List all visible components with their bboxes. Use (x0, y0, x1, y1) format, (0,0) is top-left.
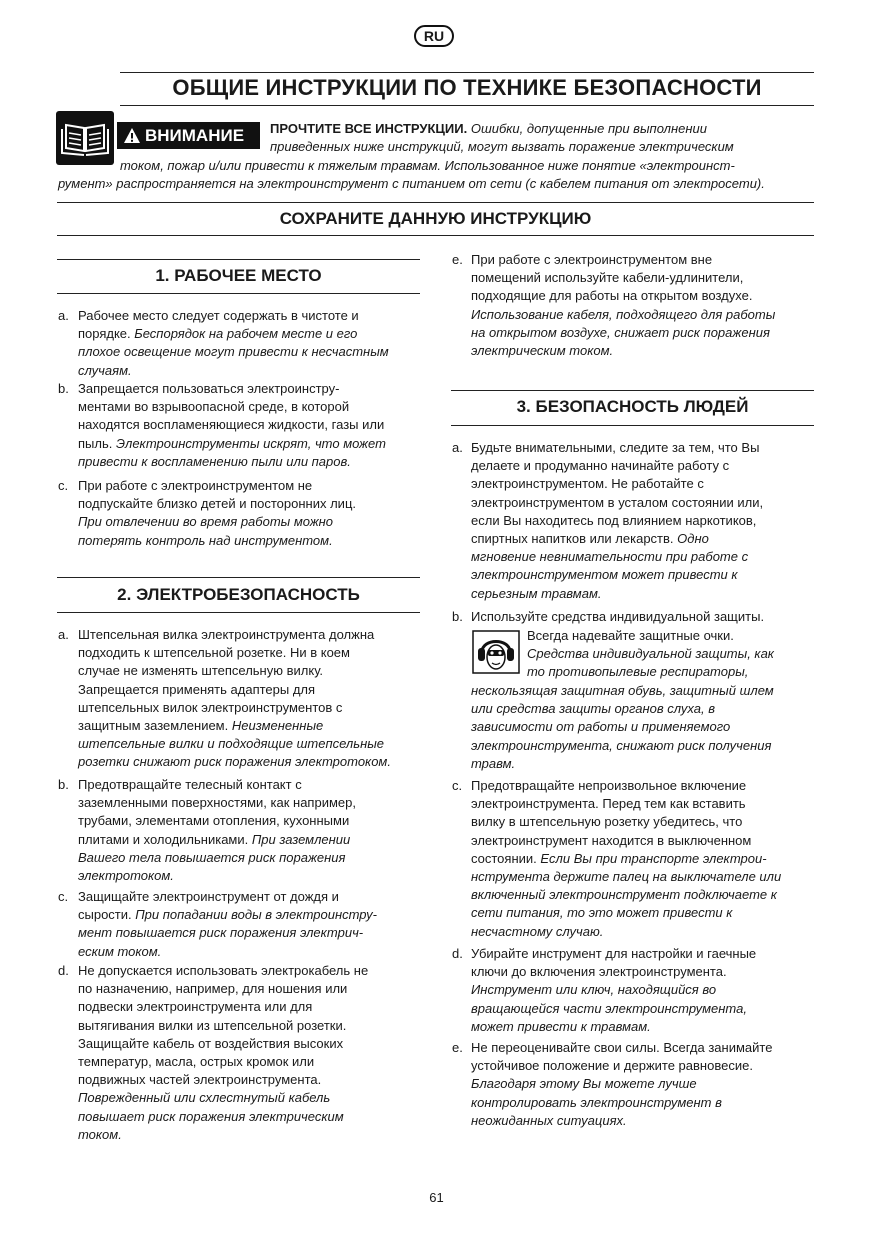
text-line (471, 981, 716, 999)
text-line (78, 1089, 330, 1107)
consequence-text: Использование кабеля, подходящего для работы (471, 306, 776, 322)
text-line (471, 904, 732, 922)
text-line (471, 923, 603, 941)
warning-line-2 (270, 138, 734, 156)
text-line (78, 626, 374, 644)
instruction-text: подходящие для работы на открытом воздухе. (471, 288, 753, 304)
text-line (78, 943, 161, 961)
s2-top-rule (57, 577, 420, 578)
text-line (471, 682, 774, 700)
instruction-text: Предотвращайте телесный контакт с (78, 777, 302, 792)
warning-lead: ПРОЧТИТЕ ВСЕ ИНСТРУКЦИИ. (270, 121, 468, 136)
text-line (78, 325, 357, 343)
consequence-text: Беспорядок на рабочем месте и его (134, 326, 358, 342)
text-line (471, 566, 738, 584)
instruction-text: защитным заземлением. (78, 718, 232, 733)
list-marker: b. (58, 381, 69, 396)
s1-top-rule (57, 259, 420, 260)
title-top-rule (120, 72, 814, 73)
consequence-text: электрическим током. (471, 343, 614, 358)
instruction-text: Убирайте инструмент для настройки и гаечные (471, 946, 757, 961)
instruction-text: плитами и холодильниками. (78, 831, 252, 847)
consequence-text: еским током. (78, 943, 162, 959)
list-marker: c. (58, 889, 69, 904)
warning-text-2: приведенных ниже инструкций, могут вызвать поражение электрическим (270, 139, 734, 154)
text-line (78, 307, 359, 325)
instruction-text: подходить к штепсельной розетке. Ни в коем (78, 645, 350, 661)
instruction-text: штепсельных вилок электроинструментов с (78, 699, 343, 715)
text-line (471, 1057, 753, 1075)
text-line (471, 287, 752, 305)
instruction-text: При работе с электроинструментом не (78, 478, 313, 493)
text-line (78, 1126, 122, 1144)
instruction-text: подвижных частей электроинструмента. (78, 1072, 322, 1088)
instruction-text: Рабочее место следует содержать в чистоте и (78, 308, 359, 323)
save-bottom-rule (57, 235, 814, 236)
text-line (78, 776, 302, 794)
text-line (471, 324, 770, 342)
text-line (78, 681, 315, 699)
consequence-text: нескользящая защитная обувь, защитный шлем (471, 683, 774, 698)
consequence-text: электроинструментом может привести к (471, 567, 738, 583)
section-3-title: 3. БЕЗОПАСНОСТЬ ЛЮДЕЙ (516, 397, 749, 416)
instruction-text: электроинструментом. Не работайте с (471, 476, 704, 492)
warning-label: ВНИМАНИЕ (145, 126, 245, 145)
instruction-text: состоянии. (471, 850, 541, 866)
consequence-text: При отвлечении во время работы можно (78, 514, 334, 530)
consequence-text: Поврежденный или схлестнутый кабель (78, 1090, 331, 1106)
text-line (471, 439, 759, 457)
instruction-text: Не переоценивайте свои силы. Всегда занимайте (471, 1040, 773, 1055)
instruction-text: Не допускается использовать электрокабель не (78, 963, 369, 978)
text-line (78, 812, 349, 830)
instruction-text: пыль. (78, 435, 116, 451)
text-line (471, 1094, 722, 1112)
text-line (78, 532, 333, 550)
text-line (471, 494, 763, 512)
text-line (78, 662, 323, 680)
consequence-text: мгновение невнимательности при работе с (471, 549, 749, 565)
text-line (471, 1018, 651, 1036)
instruction-text: случае не изменять штепсельную вилку. (78, 663, 324, 679)
consequence-text: Инструмент или ключ, находящийся во (471, 982, 717, 998)
text-line (471, 475, 704, 493)
consequence-text: повышает риск поражения электрическим (78, 1108, 344, 1124)
consequence-text: Если Вы при транспорте электрои- (540, 850, 767, 866)
consequence-text: на открытом воздухе, снижает риск поражения (471, 324, 770, 340)
list-marker: b. (452, 609, 463, 624)
text-line (471, 1039, 772, 1057)
consequence-text: сети питания, то это может привести к (471, 905, 733, 921)
consequence-text: током. (78, 1126, 122, 1142)
text-line (471, 530, 709, 548)
text-line (78, 343, 389, 361)
text-line (78, 453, 351, 471)
s3-top-rule (451, 390, 814, 391)
language-badge: RU (414, 25, 454, 47)
text-line (78, 477, 312, 495)
consequence-text: неожиданных ситуациях. (471, 1112, 627, 1128)
text-line (78, 1071, 321, 1089)
text-line (471, 963, 727, 981)
text-line (471, 608, 764, 626)
text-line (78, 924, 363, 942)
list-marker: e. (452, 1040, 463, 1055)
text-line (471, 886, 777, 904)
text-line (471, 1000, 747, 1018)
list-marker: d. (58, 963, 69, 978)
consequence-text: При попадании воды в электроинстру- (135, 907, 377, 923)
instruction-text: заземленными поверхностями, как например, (78, 795, 356, 811)
instruction-text: электроинструмента. Перед тем как вставить (471, 796, 746, 812)
page-title: ОБЩИЕ ИНСТРУКЦИИ ПО ТЕХНИКЕ БЕЗОПАСНОСТИ (172, 75, 762, 100)
instruction-text: электроинструмент находится в выключенном (471, 832, 752, 848)
consequence-text: Благодаря этому Вы можете лучше (471, 1076, 697, 1092)
text-line (527, 663, 748, 681)
text-line (78, 867, 174, 885)
s1-bottom-rule (57, 293, 420, 294)
instruction-text: электроинструментом в усталом состоянии или, (471, 494, 764, 510)
consequence-text: то противопылевые респираторы, (527, 664, 749, 680)
text-line (471, 251, 712, 269)
text-line (78, 980, 347, 998)
page-number: 61 (429, 1190, 444, 1205)
instruction-text: ключи до включения электроинструмента. (471, 964, 727, 980)
consequence-text: серьезным травмам. (471, 585, 602, 601)
instruction-text: помещений используйте кабели-удлинители, (471, 270, 744, 286)
text-line (471, 832, 751, 850)
text-line (471, 777, 746, 795)
consequence-text: вращающейся части электроинструмента, (471, 1000, 747, 1016)
text-line (78, 717, 323, 735)
instruction-text: Защищайте электроинструмент от дождя и (78, 889, 339, 904)
warning-text-4: румент» распространяется на электроинструмент с питанием от сети (с кабелем питания от электросети). (58, 176, 765, 191)
save-title: СОХРАНИТЕ ДАННУЮ ИНСТРУКЦИЮ (279, 209, 592, 228)
title-bottom-rule (120, 105, 814, 106)
text-line (78, 962, 368, 980)
instruction-text: Будьте внимательными, следите за тем, что Вы (471, 440, 760, 455)
text-line (78, 644, 350, 662)
s2-bottom-rule (57, 612, 420, 613)
instruction-text: ментами во взрывоопасной среде, в которой (78, 399, 350, 415)
consequence-text: контролировать электроинструмент в (471, 1094, 722, 1110)
consequence-text: мент повышается риск поражения электрич- (78, 925, 364, 941)
instruction-text: делаете и продуманно начинайте работу с (471, 458, 730, 474)
text-line (78, 435, 386, 453)
warning-line-3 (120, 157, 735, 175)
instruction-text: подвески электроинструмента или для (78, 999, 313, 1015)
consequence-text: Одно (677, 531, 709, 546)
instruction-text: вытягивания вилки из штепсельной розетки. (78, 1017, 347, 1033)
text-line (78, 849, 345, 867)
list-marker: a. (58, 627, 69, 642)
save-top-rule (57, 202, 814, 203)
text-line (78, 416, 384, 434)
text-line (78, 906, 377, 924)
text-line (78, 513, 333, 531)
consequence-text: нструмента держите палец на выключателе или (471, 869, 782, 884)
instruction-text: трубами, элементами отопления, кухонными (78, 813, 350, 829)
warning-text-3: током, пожар и/или привести к тяжелым травмам. Использованное ниже понятие «электроинст- (120, 158, 735, 173)
consequence-text: Вашего тела повышается риск поражения (78, 849, 346, 865)
text-line (78, 753, 391, 771)
text-line (471, 795, 746, 813)
text-line (471, 718, 730, 736)
text-line (78, 495, 356, 513)
warning-line-4 (58, 175, 765, 193)
list-marker: c. (58, 478, 69, 493)
warning-line-1 (270, 120, 707, 138)
text-line (78, 1035, 343, 1053)
instruction-text: Штепсельная вилка электроинструмента должна (78, 627, 375, 642)
text-line (471, 457, 729, 475)
text-line (78, 398, 349, 416)
text-line (78, 1053, 314, 1071)
instruction-text: Предотвращайте непроизвольное включение (471, 778, 747, 793)
book-icon (56, 111, 114, 165)
instruction-text: температур, масла, острых кромок или (78, 1054, 315, 1069)
text-line (78, 1017, 346, 1035)
consequence-text: розетки снижают риск поражения электротоком. (78, 754, 391, 770)
text-line (471, 813, 742, 831)
goggles-earmuffs-icon (472, 630, 520, 674)
text-line (78, 362, 132, 380)
text-line (78, 1108, 344, 1126)
text-line (471, 868, 781, 886)
list-marker: a. (452, 440, 463, 455)
instruction-text: Используйте средства индивидуальной защиты. (471, 609, 765, 624)
text-line (78, 888, 339, 906)
instruction-text: сырости. (78, 907, 136, 923)
instruction-text: порядке. (78, 326, 135, 342)
list-marker: b. (58, 777, 69, 792)
list-marker: d. (452, 946, 463, 961)
instruction-text: спиртных напитков или лекарств. (471, 531, 678, 546)
text-line (471, 737, 771, 755)
text-line (471, 850, 767, 868)
instruction-text: устойчивое положение и держите равновесие. (471, 1058, 753, 1074)
consequence-text: штепсельные вилки и подходящие штепсельные (78, 736, 385, 752)
s3-bottom-rule (451, 425, 814, 426)
text-line (78, 998, 312, 1016)
consequence-text: включенный электроинструмент подключаете к (471, 887, 777, 903)
text-line (471, 306, 775, 324)
text-line (527, 627, 734, 645)
text-line (78, 794, 356, 812)
text-line (471, 755, 515, 773)
consequence-text: плохое освещение могут привести к несчастным (78, 344, 389, 360)
text-line (471, 700, 715, 718)
consequence-text: случаям. (78, 362, 132, 378)
text-line (78, 699, 342, 717)
text-line (471, 945, 756, 963)
consequence-text: зависимости от работы и применяемого (471, 719, 731, 735)
text-line (527, 645, 774, 663)
text-line (471, 1075, 697, 1093)
text-line (471, 585, 601, 603)
instruction-text: При работе с электроинструментом вне (471, 252, 713, 267)
consequence-text: электротоком. (78, 868, 174, 883)
instruction-text: Всегда надевайте защитные очки. (527, 628, 734, 643)
instruction-text: подпускайте близко детей и посторонних лиц. (78, 496, 356, 512)
consequence-text: привести к воспламенению пыли или паров. (78, 453, 351, 469)
text-line (471, 269, 743, 287)
consequence-text: Электроинструменты искрят, что может (115, 435, 386, 451)
consequence-text: несчастному случаю. (471, 923, 604, 939)
text-line (471, 512, 756, 530)
instruction-text: Защищайте кабель от воздействия высоких (78, 1035, 344, 1051)
instruction-text: вилку в штепсельную розетку убедитесь, что (471, 814, 743, 830)
list-marker: c. (452, 778, 463, 793)
consequence-text: Неизмененные (231, 718, 324, 733)
text-line (78, 380, 339, 398)
text-line (471, 1112, 627, 1130)
text-line (471, 548, 748, 566)
section-2-title: 2. ЭЛЕКТРОБЕЗОПАСНОСТЬ (117, 585, 360, 604)
consequence-text: потерять контроль над инструментом. (78, 532, 333, 548)
warning-badge (117, 122, 260, 149)
consequence-text: электроинструмента, снижают риск получения (471, 737, 772, 753)
instruction-text: Запрещается применять адаптеры для (78, 681, 316, 697)
instruction-text: находятся воспламеняющиеся жидкости, газы или (78, 417, 385, 433)
warning-text-1: Ошибки, допущенные при выполнении (470, 121, 707, 136)
text-line (78, 831, 350, 849)
consequence-text: может привести к травмам. (471, 1018, 651, 1034)
instruction-text: Запрещается пользоваться электроинстру- (78, 381, 340, 396)
list-marker: a. (58, 308, 69, 323)
warning-triangle-icon (123, 127, 141, 144)
consequence-text: При заземлении (251, 831, 351, 847)
consequence-text: травм. (471, 755, 516, 771)
instruction-text: по назначению, например, для ношения или (78, 981, 348, 997)
text-line (471, 342, 613, 360)
consequence-text: или средства защиты органов слуха, в (471, 701, 716, 717)
consequence-text: Средства индивидуальной защиты, как (527, 646, 774, 662)
list-marker: e. (452, 252, 463, 267)
section-1-title: 1. РАБОЧЕЕ МЕСТО (155, 266, 322, 285)
text-line (78, 735, 384, 753)
instruction-text: если Вы находитесь под влиянием наркотиков, (471, 512, 757, 528)
